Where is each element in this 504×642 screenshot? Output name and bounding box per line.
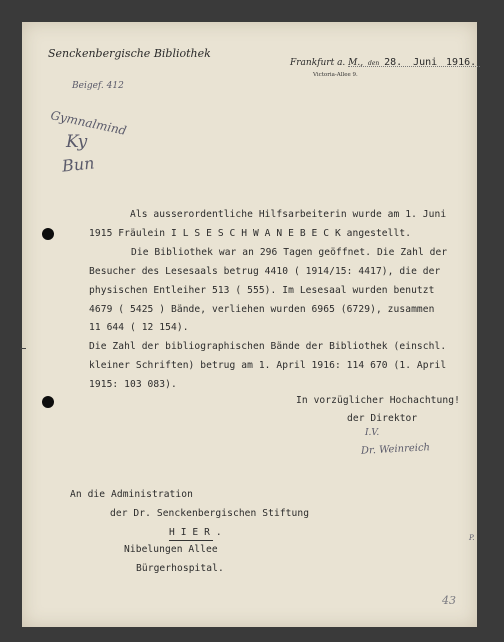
address-line-2: der Dr. Senckenbergischen Stiftung	[110, 508, 310, 519]
handwritten-note-1: Gymnalmind	[49, 108, 128, 138]
body-line-8: Die Zahl der bibliographischen Bände der Bibliothek (einschl.	[89, 341, 447, 352]
address-line-4: Nibelungen Allee	[124, 544, 218, 555]
address-line-1: An die Administration	[70, 489, 193, 500]
handwritten-note-2: Ky	[66, 132, 88, 152]
address-line-5: Bürgerhospital.	[136, 563, 224, 574]
address-line-3: H I E R .	[169, 527, 222, 538]
body-line-1: Als ausserordentliche Hilfsarbeiterin wurde am 1. Juni	[130, 209, 447, 220]
punch-hole-bottom	[42, 396, 54, 408]
proxy-mark: I.V.	[365, 428, 380, 438]
body-line-7: 11 644 ( 12 154).	[89, 322, 189, 333]
body-line-6: 4679 ( 5425 ) Bände, verliehen wurden 6965 (6729), zusammen	[89, 304, 435, 315]
body-line-3: Die Bibliothek war an 296 Tagen geöffnet. Die Zahl der	[131, 247, 448, 258]
city: Frankfurt a. M.,	[290, 58, 364, 68]
date-year: 1916.	[446, 57, 477, 68]
letter-sheet	[22, 22, 477, 627]
body-line-10: 1915: 103 083).	[89, 379, 177, 390]
date-underline	[348, 66, 480, 67]
street-address: Victoria-Allee 9.	[313, 72, 358, 78]
body-line-4: Besucher des Lesesaals betrug 4410 ( 1914/15: 4417), die der	[89, 266, 441, 277]
closing-title: der Direktor	[347, 413, 418, 424]
reference-note: Beigef. 412	[72, 81, 124, 91]
body-line-9: kleiner Schriften) betrug am 1. April 1916: 114 670 (1. April	[89, 360, 447, 371]
signature: Dr. Weinreich	[360, 442, 431, 457]
letterhead: Senckenbergische Bibliothek	[48, 47, 211, 60]
margin-mark: P.	[469, 534, 475, 542]
date-day: 28.	[384, 57, 403, 68]
fold-mark	[20, 348, 26, 349]
folio-number: 43	[442, 594, 456, 607]
closing-greeting: In vorzüglicher Hochachtung!	[296, 395, 460, 406]
date-month: Juni	[413, 57, 438, 68]
place-date	[290, 57, 476, 68]
body-line-5: physischen Entleiher 513 ( 555). Im Lesesaal wurden benutzt	[89, 285, 435, 296]
punch-hole-top	[42, 228, 54, 240]
den-label: den	[367, 60, 380, 67]
handwritten-note-3: Bun	[61, 153, 96, 176]
body-line-2: 1915 Fräulein I L S E S C H W A N E B E C K angestellt.	[89, 228, 412, 239]
address-underline	[169, 540, 213, 541]
